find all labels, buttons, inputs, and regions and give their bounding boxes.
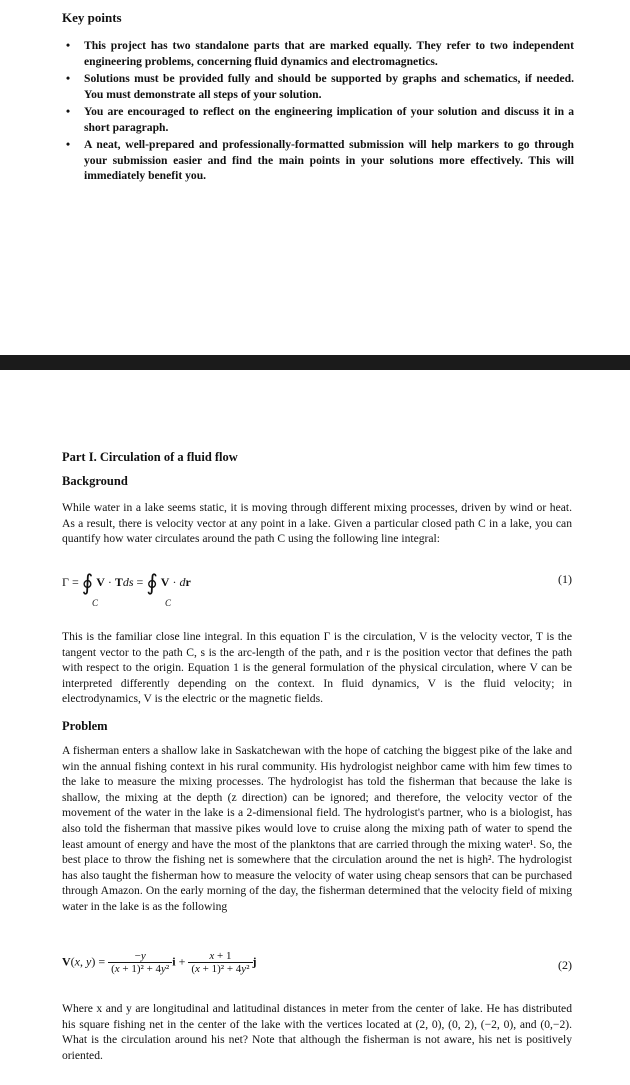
part1-title: Part I. Circulation of a fluid flow <box>62 450 238 464</box>
key-point-item: • Solutions must be provided fully and should be supported by graphs and schematics, if needed. You must demonstrate all steps of your solution. <box>66 72 574 101</box>
bullet-icon: • <box>66 138 71 151</box>
page-separator <box>0 355 630 370</box>
key-point-item: • This project has two standalone parts that are marked equally. They refer to two independent engineering problems, concerning fluid dynamics and electromagnetics. <box>66 39 574 68</box>
equation-1: Γ = ∮ V · Tds = ∮ V · dr C C (1) <box>62 570 572 608</box>
equation-2: V(x, y) = $\frac{-y}{\text{(x + 1)² + 4y²}}$ i + $\frac{x + 1}{\text{(x + 1)² + 4y²}}$ j (2) <box>62 950 572 975</box>
equation-1-number: (1) <box>558 572 572 586</box>
explanation-text: This is the familiar close line integral. In this equation Γ is the circulation, V is the velocity vector, T is the tangent vector to the path C, s is the arc-length of the path, and r is the position vector that defines the path with respect to the origin. Equation 1 is the general formulation of the physical circulation, where V can be interpreted differently depending on the context. In fluid dynamics, V is the fluid velocity; in electrodynamics, V is the electric or the magnetic fields. <box>62 630 572 706</box>
bullet-icon: • <box>66 72 71 85</box>
key-points-title: Key points <box>62 10 122 25</box>
key-point-item: • You are encouraged to reflect on the engineering implication of your solution and discuss it in a short paragraph. <box>66 105 574 134</box>
bullet-icon: • <box>66 105 71 118</box>
background-heading: Background <box>62 474 128 488</box>
key-point-item: • A neat, well-prepared and professionally-formatted submission will help markers to go through your submission easier and find the main points in your solutions more effectively. This will immediately benefit you. <box>66 138 574 182</box>
problem-heading: Problem <box>62 719 108 733</box>
background-text: While water in a lake seems static, it is moving through different mixing processes, driven by wind or heat. As a result, there is velocity vector at any point in a lake. Given a particular closed path C in a lake, you can quantify how water circulates around the path C using the following line integral: <box>62 501 572 546</box>
final-text: Where x and y are longitudinal and latitudinal distances in meter from the center of lake. He has distributed his square fishing net in the center of the lake with the vertices located at (2, 0), (0, 2), (−2, 0), and (0,−2). What is the circulation around his net? Note that although the fisherman is not aware, his net is positively oriented. <box>62 1002 572 1062</box>
key-points-list <box>66 38 574 186</box>
bullet-icon: • <box>66 39 71 52</box>
problem-text: A fisherman enters a shallow lake in Saskatchewan with the hope of catching the biggest pike of the lake and win the annual fishing context in his rural community. His hydrologist neighbor came with him few times to the lake to measure the mixing processes. The hydrologist has told the fisherman that because the lake is shallow, the mixing at the depth (z direction) can be ignored; and therefore, the velocity vector of the movement of the water in the lake is a 2-dimensional field. The hydrologist's partner, who is a biologist, has also told the fisherman that massive pikes would love to cruise along the mixing path of water to spend the least amount of energy and have the most of the planktons that are carried through the mixing water¹. So, the best place to throw the fishing net is somewhere that the circulation around the net is high². The hydrologist has also taught the fisherman how to measure the velocity of water using cheap sensors that can be purchased through Amazon. On the early morning of the day, the fisherman determined that the velocity field of mixing water in the lake is as the following <box>62 744 572 913</box>
equation-2-number: (2) <box>558 958 572 972</box>
